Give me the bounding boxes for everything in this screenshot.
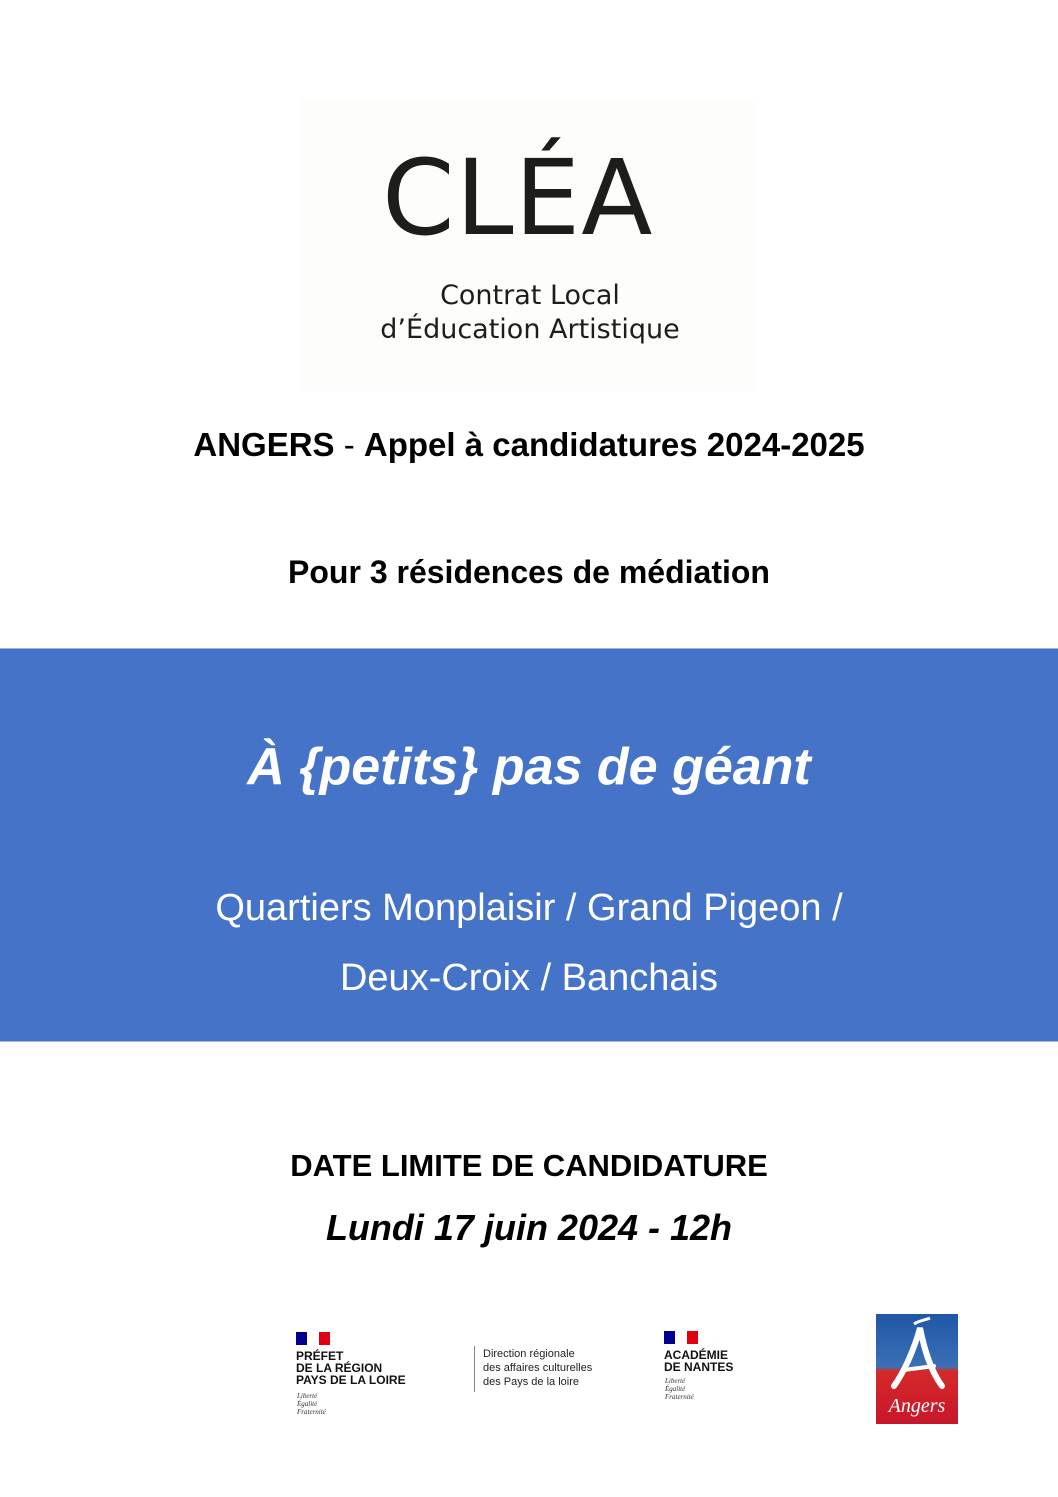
academie-logo-name: ACADÉMIE DE NANTES	[664, 1348, 734, 1374]
prefet-logo-motto: Liberté Égalité Fraternité	[297, 1392, 326, 1416]
banner-title: À {petits} pas de géant	[247, 738, 811, 796]
prefet-logo-name: PRÉFET DE LA RÉGION PAYS DE LA LOIRE	[296, 1349, 406, 1387]
page-title	[0, 426, 1058, 464]
banner-line-1: Quartiers Monplaisir / Grand Pigeon /	[215, 887, 843, 929]
title-separator: -	[334, 426, 364, 463]
french-flag-icon	[296, 1332, 330, 1345]
clea-logo-title: CLÉA	[382, 137, 654, 259]
page-subtitle: Pour 3 résidences de médiation	[288, 554, 770, 590]
call-title: Appel à candidatures 2024-2025	[363, 426, 865, 463]
deadline-date: Lundi 17 juin 2024 - 12h	[325, 1207, 733, 1248]
deadline-label: DATE LIMITE DE CANDIDATURE	[290, 1148, 768, 1183]
angers-city-logo	[876, 1314, 958, 1424]
drac-logo-name: Direction régionale des affaires culturelles des Pays de la loire	[483, 1348, 593, 1388]
french-flag-icon	[664, 1331, 698, 1344]
clea-logo-subtitle-line1: Contrat Local	[440, 280, 620, 311]
city-name: ANGERS	[193, 426, 335, 463]
clea-logo-subtitle-line2: d’Éducation Artistique	[380, 314, 680, 345]
angers-logo-label: Angers	[888, 1395, 946, 1417]
banner-line-2: Deux-Croix / Banchais	[339, 957, 719, 999]
academie-logo-motto: Liberté Égalité Fraternité	[665, 1377, 694, 1401]
drac-divider	[474, 1346, 475, 1392]
